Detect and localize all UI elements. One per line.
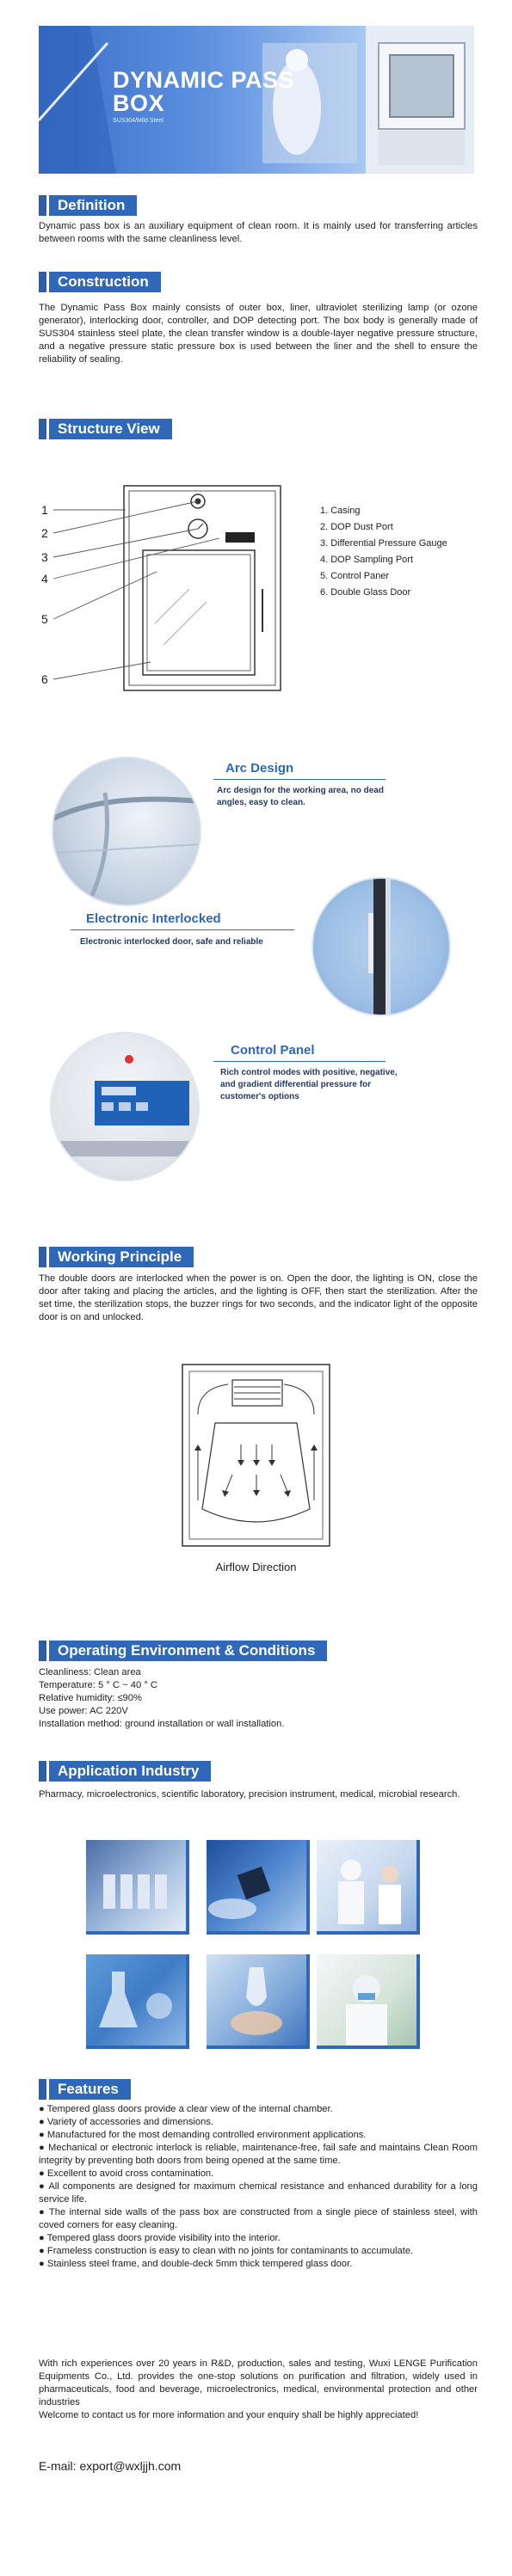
legend-item: 2. DOP Dust Port (320, 522, 393, 532)
feature-item: ● Frameless construction is easy to clean with no joints for contaminants to accumulate. (39, 2246, 414, 2256)
contact-email[interactable]: E-mail: export@wxljjh.com (39, 2459, 182, 2473)
company-intro: With rich experiences over 20 years in R&D, production, sales and testing, Wuxi LENGE Purification Equipments Co., Ltd. provides the one-stop solutions on purification and filtration, widely used in pharmaceuticals, food and beverage, microelectronics, medical, environmental protection and other industries Welcome to contact us for more information and your enquiry shall be highly appreciated! (39, 2358, 478, 2420)
working-principle-heading-label: Working Principle (49, 1247, 194, 1267)
feature-item: ● Tempered glass doors provide visibility into the interior. (39, 2233, 281, 2243)
banner-title-line1: DYNAMIC PASS (113, 67, 295, 93)
control-panel-title: Control Panel (231, 1043, 315, 1058)
features-heading-label: Features (49, 2079, 131, 2100)
diagram-number-4: 4 (41, 572, 48, 586)
operating-heading (39, 1641, 327, 1661)
condition-line: Cleanliness: Clean area (39, 1667, 141, 1677)
photo-microbial-research (317, 1954, 420, 2049)
diagram-number-5: 5 (41, 612, 48, 626)
airflow-diagram (181, 1363, 331, 1548)
arc-design-rule (213, 779, 386, 780)
photo-medical (207, 1954, 310, 2049)
legend-item: 3. Differential Pressure Gauge (320, 538, 447, 549)
door-edge-illustration (313, 879, 449, 1015)
feature-item: ● Mechanical or electronic interlock is reliable, maintenance-free, fail safe and maintains Clean Room integrity by preventing both doors from being opened at the same time. (39, 2143, 478, 2166)
operating-conditions (39, 1666, 478, 1731)
control-panel-desc-line: customer's options (220, 1092, 299, 1101)
control-panel-desc (220, 1067, 398, 1103)
legend-item: 6. Double Glass Door (320, 587, 411, 598)
definition-text: Dynamic pass box is an auxiliary equipment of clean room. It is mainly used for transferring articles between rooms with the same cleanliness level. (39, 221, 478, 244)
interlock-photo (312, 877, 451, 1016)
flask-illustration (86, 1954, 186, 2045)
feature-item: ● Manufactured for the most demanding controlled environment applications. (39, 2130, 367, 2140)
arc-design-desc (217, 785, 384, 809)
diagram-number-3: 3 (41, 550, 48, 564)
working-principle-heading (39, 1247, 194, 1267)
features-heading (39, 2079, 131, 2100)
diagram-number-6: 6 (41, 672, 48, 686)
condition-line: Use power: AC 220V (39, 1706, 128, 1716)
researcher-illustration (317, 1954, 416, 2045)
heading-bar (39, 2079, 46, 2100)
application-text: Pharmacy, microelectronics, scientific laboratory, precision instrument, medical, microbial research. (39, 1789, 460, 1800)
arc-design-desc-line: angles, easy to clean. (217, 798, 305, 807)
control-panel-desc-line: Rich control modes with positive, negative, (220, 1068, 398, 1077)
feature-item: ● Excellent to avoid cross contamination. (39, 2168, 214, 2179)
vials-illustration (86, 1840, 186, 1931)
control-panel-rule (213, 1061, 386, 1062)
arc-corner-illustration (53, 758, 200, 905)
feature-item: ● Variety of accessories and dimensions. (39, 2117, 214, 2127)
control-panel-desc-line: and gradient differential pressure for (220, 1080, 372, 1089)
interlock-title: Electronic Interlocked (86, 911, 221, 926)
photo-laboratory (317, 1840, 420, 1935)
photo-precision-instrument (86, 1954, 189, 2049)
scientist-illustration (317, 1840, 416, 1931)
arc-design-desc-line: Arc design for the working area, no dead (217, 786, 384, 795)
photo-microelectronics (207, 1840, 310, 1935)
structure-view-heading-label: Structure View (49, 419, 172, 439)
control-panel-illustration (52, 1033, 198, 1180)
legend-item: 1. Casing (320, 506, 361, 516)
syringe-illustration (207, 1954, 306, 2045)
diagram-number-1: 1 (41, 503, 48, 517)
heading-bar (39, 1247, 46, 1267)
chip-illustration (207, 1840, 306, 1931)
operating-heading-label: Operating Environment & Conditions (49, 1641, 327, 1661)
application-heading-label: Application Industry (49, 1761, 211, 1782)
interlock-desc (80, 936, 263, 948)
feature-item: ● All components are designed for maximum chemical resistance and enhanced durability for a long service life. (39, 2181, 478, 2205)
diagram-number-2: 2 (41, 526, 48, 540)
construction-heading-label: Construction (49, 272, 161, 292)
definition-heading-label: Definition (49, 195, 137, 216)
legend-item: 4. DOP Sampling Port (320, 555, 414, 565)
condition-line: Installation method: ground installation or wall installation. (39, 1719, 285, 1729)
feature-item: ● Tempered glass doors provide a clear view of the internal chamber. (39, 2104, 333, 2114)
control-panel-photo (50, 1032, 200, 1181)
banner-subtitle: SUS304/Mild Steel (113, 118, 163, 124)
working-principle-text: The double doors are interlocked when the power is on. Open the door, the lighting is ON, close the door after taking and placing the articles, and the lighting is OFF, then start the sterilization. After the set time, the sterilization stops, the buzzer rings for two seconds, and the indicator light of the opposite door is on and unlocked. (39, 1273, 478, 1322)
application-heading (39, 1761, 211, 1782)
feature-item: ● The internal side walls of the pass box are constructed from a single piece of stainless steel, with coved corners for easy cleaning. (39, 2207, 478, 2230)
photo-pharmacy (86, 1840, 189, 1935)
arc-design-title: Arc Design (225, 761, 294, 776)
features-list (39, 2103, 478, 2271)
condition-line: Temperature: 5 ° C ~ 40 ° C (39, 1680, 157, 1690)
interlock-rule (71, 929, 294, 930)
feature-item: ● Stainless steel frame, and double-deck 5mm thick tempered glass door. (39, 2259, 353, 2269)
condition-line: Relative humidity: ≤90% (39, 1693, 142, 1703)
airflow-caption: Airflow Direction (215, 1561, 297, 1573)
heading-bar (39, 1761, 46, 1782)
heading-bar (39, 1641, 46, 1661)
construction-text: The Dynamic Pass Box mainly consists of outer box, liner, ultraviolet sterilizing lamp (or ozone generator), interlocking door, controller, and DOP detecting port. The box body is generally made of SUS304 stainless steel plate, the clean transfer window is a double-layer negative pressure structure, and a negative pressure static pressure box is used between the liner and the shell to ensure the reliability of sealing. (39, 303, 478, 365)
arc-design-photo (52, 757, 201, 906)
legend-item: 5. Control Paner (320, 571, 390, 581)
banner-title-line2: BOX (113, 90, 165, 116)
interlock-desc-line: Electronic interlocked door, safe and reliable (80, 937, 263, 947)
structure-legend (320, 503, 447, 601)
